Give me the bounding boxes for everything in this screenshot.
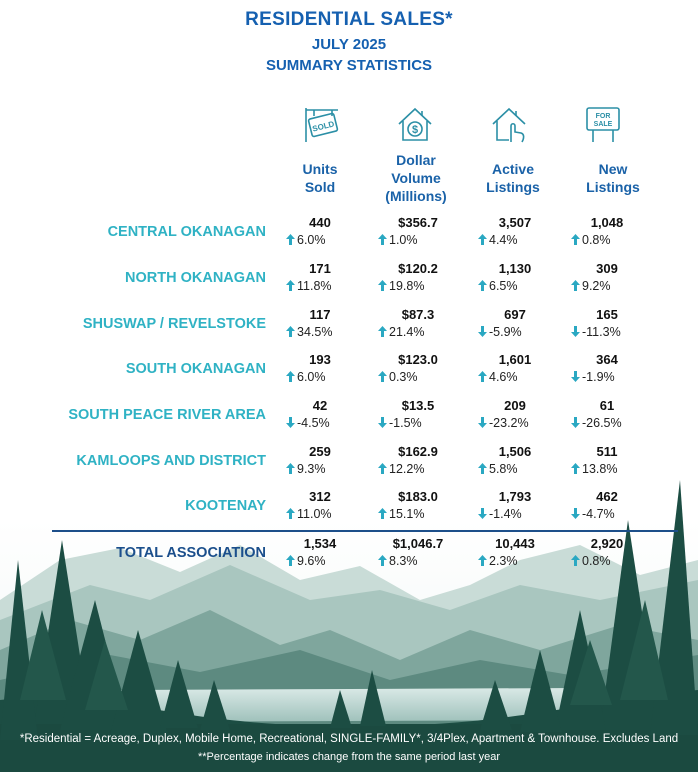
stat-change bbox=[571, 233, 661, 247]
region-label: KOOTENAY bbox=[185, 498, 266, 514]
arrow-down-icon bbox=[571, 417, 580, 428]
percent-change: 4.4% bbox=[489, 233, 518, 247]
stat-change bbox=[378, 325, 468, 339]
percent-change: 11.8% bbox=[297, 279, 332, 293]
arrow-down-icon bbox=[478, 326, 487, 337]
arrow-up-icon bbox=[286, 555, 295, 566]
stat-change bbox=[571, 554, 661, 568]
stat-change bbox=[378, 370, 468, 384]
stat-value: 165 bbox=[596, 307, 618, 322]
report-month: JULY 2025 bbox=[311, 36, 387, 53]
percent-change: 9.2% bbox=[582, 279, 611, 293]
arrow-up-icon bbox=[286, 326, 295, 337]
stat-change bbox=[378, 416, 468, 430]
stat-value: 697 bbox=[504, 307, 526, 322]
stat-change bbox=[478, 554, 568, 568]
percent-change: 0.3% bbox=[389, 370, 418, 384]
footnote-percentage: **Percentage indicates change from the same period last year bbox=[197, 751, 501, 763]
stat-change bbox=[571, 416, 661, 430]
arrow-down-icon bbox=[571, 508, 580, 519]
percent-change: 2.3% bbox=[489, 554, 518, 568]
stat-value: 42 bbox=[312, 398, 328, 413]
percent-change: -4.7% bbox=[582, 507, 615, 521]
stat-change bbox=[286, 416, 376, 430]
percent-change: -1.9% bbox=[582, 370, 615, 384]
arrow-up-icon bbox=[478, 371, 487, 382]
stat-change bbox=[478, 507, 568, 521]
percent-change: -23.2% bbox=[489, 416, 529, 430]
total-divider bbox=[52, 530, 678, 532]
percent-change: 8.3% bbox=[389, 554, 418, 568]
arrow-up-icon bbox=[378, 326, 387, 337]
arrow-up-icon bbox=[378, 371, 387, 382]
arrow-up-icon bbox=[286, 280, 295, 291]
dollar-sign-text: $ bbox=[411, 124, 419, 136]
arrow-up-icon bbox=[378, 280, 387, 291]
sold-sign-icon bbox=[302, 104, 342, 144]
percent-change: 0.8% bbox=[582, 554, 611, 568]
stat-value: $13.5 bbox=[401, 398, 435, 413]
arrow-down-icon bbox=[571, 326, 580, 337]
stat-change bbox=[478, 325, 568, 339]
percent-change: 6.5% bbox=[489, 279, 518, 293]
page-title: RESIDENTIAL SALES* bbox=[245, 9, 453, 30]
dollar-house-icon bbox=[395, 104, 435, 144]
stat-value: 259 bbox=[309, 444, 331, 459]
arrow-up-icon bbox=[571, 234, 580, 245]
arrow-up-icon bbox=[378, 234, 387, 245]
stat-value: $1,046.7 bbox=[392, 536, 444, 551]
region-label: KAMLOOPS AND DISTRICT bbox=[76, 453, 266, 469]
arrow-up-icon bbox=[478, 463, 487, 474]
stat-value: 462 bbox=[596, 489, 618, 504]
stat-value: 440 bbox=[309, 215, 331, 230]
stat-change bbox=[478, 370, 568, 384]
stat-change bbox=[478, 416, 568, 430]
stat-value: 10,443 bbox=[495, 536, 535, 551]
stat-value: 1,048 bbox=[590, 215, 624, 230]
stat-change bbox=[286, 233, 376, 247]
arrow-up-icon bbox=[571, 463, 580, 474]
stat-change bbox=[571, 507, 661, 521]
region-label: SOUTH OKANAGAN bbox=[125, 361, 266, 377]
stat-change bbox=[571, 462, 661, 476]
arrow-up-icon bbox=[478, 234, 487, 245]
stat-value: 312 bbox=[309, 489, 331, 504]
for-sale-sign-icon bbox=[583, 104, 623, 144]
arrow-up-icon bbox=[378, 508, 387, 519]
stat-change bbox=[378, 462, 468, 476]
region-label: SOUTH PEACE RIVER AREA bbox=[68, 407, 266, 423]
stat-value: 511 bbox=[596, 444, 618, 459]
stat-value: 61 bbox=[599, 398, 615, 413]
for-sale-text-2: SALE bbox=[593, 121, 613, 128]
arrow-down-icon bbox=[478, 417, 487, 428]
stat-value: 117 bbox=[309, 307, 331, 322]
stat-change bbox=[378, 279, 468, 293]
percent-change: 34.5% bbox=[297, 325, 333, 339]
stat-value: 1,601 bbox=[498, 352, 532, 367]
stat-change bbox=[286, 507, 376, 521]
percent-change: 19.8% bbox=[389, 279, 425, 293]
stat-value: 209 bbox=[504, 398, 526, 413]
page-subtitle: SUMMARY STATISTICS bbox=[265, 57, 433, 74]
stat-change bbox=[378, 507, 468, 521]
stat-value: $356.7 bbox=[398, 215, 438, 230]
arrow-up-icon bbox=[478, 555, 487, 566]
arrow-down-icon bbox=[378, 417, 387, 428]
stat-change bbox=[286, 279, 376, 293]
percent-change: 6.0% bbox=[297, 233, 326, 247]
percent-change: 21.4% bbox=[389, 325, 425, 339]
arrow-up-icon bbox=[571, 280, 580, 291]
region-label: SHUSWAP / REVELSTOKE bbox=[82, 316, 266, 332]
stat-change bbox=[478, 462, 568, 476]
stat-value: 1,534 bbox=[303, 536, 337, 551]
stat-value: 1,130 bbox=[498, 261, 532, 276]
percent-change: -1.4% bbox=[489, 507, 522, 521]
arrow-up-icon bbox=[286, 463, 295, 474]
stat-value: 3,507 bbox=[498, 215, 532, 230]
stat-value: 364 bbox=[596, 352, 618, 367]
stat-change bbox=[478, 233, 568, 247]
stat-value: 309 bbox=[596, 261, 618, 276]
stat-value: 2,920 bbox=[590, 536, 624, 551]
arrow-up-icon bbox=[378, 555, 387, 566]
region-label: CENTRAL OKANAGAN bbox=[107, 224, 266, 240]
stat-value: 171 bbox=[309, 261, 331, 276]
stat-change bbox=[286, 370, 376, 384]
percent-change: 13.8% bbox=[582, 462, 618, 476]
stat-change bbox=[478, 279, 568, 293]
stat-change bbox=[378, 233, 468, 247]
arrow-up-icon bbox=[478, 280, 487, 291]
stat-change bbox=[286, 462, 376, 476]
for-sale-text-1: FOR bbox=[595, 113, 611, 120]
footnote-residential: *Residential = Acreage, Duplex, Mobile Home, Recreational, SINGLE-FAMILY*, 3/4Plex, Apartment & Townhouse. Excludes Land bbox=[19, 733, 679, 745]
stat-change bbox=[286, 554, 376, 568]
percent-change: -1.5% bbox=[389, 416, 422, 430]
stat-value: $87.3 bbox=[401, 307, 435, 322]
stat-value: $162.9 bbox=[398, 444, 438, 459]
column-header-new-listings: New Listings bbox=[586, 161, 640, 195]
stat-value: $183.0 bbox=[398, 489, 438, 504]
stat-change bbox=[571, 325, 661, 339]
percent-change: -4.5% bbox=[297, 416, 330, 430]
arrow-down-icon bbox=[571, 371, 580, 382]
percent-change: 12.2% bbox=[389, 462, 425, 476]
arrow-up-icon bbox=[286, 371, 295, 382]
percent-change: -26.5% bbox=[582, 416, 622, 430]
stat-value: 1,793 bbox=[498, 489, 532, 504]
arrow-down-icon bbox=[478, 508, 487, 519]
percent-change: 5.8% bbox=[489, 462, 518, 476]
stat-value: $120.2 bbox=[398, 261, 438, 276]
stat-value: 1,506 bbox=[498, 444, 532, 459]
percent-change: 15.1% bbox=[389, 507, 425, 521]
arrow-up-icon bbox=[571, 555, 580, 566]
stat-change bbox=[286, 325, 376, 339]
arrow-up-icon bbox=[286, 508, 295, 519]
arrow-down-icon bbox=[286, 417, 295, 428]
percent-change: -11.3% bbox=[582, 325, 621, 339]
stat-change bbox=[378, 554, 468, 568]
total-row-label: TOTAL ASSOCIATION bbox=[116, 545, 266, 561]
percent-change: 11.0% bbox=[297, 507, 332, 521]
house-touch-icon bbox=[489, 104, 529, 144]
stat-change bbox=[571, 370, 661, 384]
region-label: NORTH OKANAGAN bbox=[125, 270, 266, 286]
percent-change: 4.6% bbox=[489, 370, 518, 384]
stat-change bbox=[571, 279, 661, 293]
column-header-units-sold: Units Sold bbox=[302, 161, 338, 195]
percent-change: 9.6% bbox=[297, 554, 326, 568]
column-header-dollar-volume: Dollar Volume (Millions) bbox=[385, 152, 447, 204]
percent-change: 0.8% bbox=[582, 233, 611, 247]
arrow-up-icon bbox=[286, 234, 295, 245]
arrow-up-icon bbox=[378, 463, 387, 474]
percent-change: 9.3% bbox=[297, 462, 326, 476]
sold-sign-text: SOLD bbox=[311, 119, 336, 134]
stat-value: $123.0 bbox=[398, 352, 438, 367]
percent-change: -5.9% bbox=[489, 325, 522, 339]
column-header-active-listings: Active Listings bbox=[486, 161, 540, 195]
stat-value: 193 bbox=[309, 352, 331, 367]
percent-change: 6.0% bbox=[297, 370, 326, 384]
percent-change: 1.0% bbox=[389, 233, 418, 247]
